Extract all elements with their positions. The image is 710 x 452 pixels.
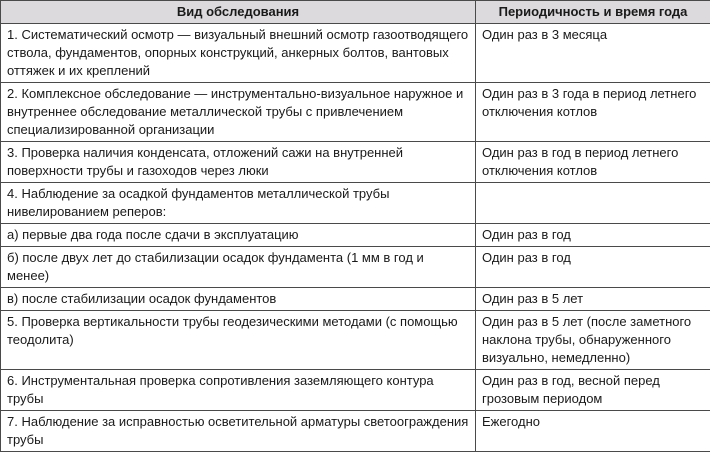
table-row <box>1 24 710 83</box>
table-row <box>1 370 710 411</box>
inspection-type-cell: 4. Наблюдение за осадкой фундаментов металлической трубы нивелированием реперов: <box>1 183 476 224</box>
inspection-type-cell: б) после двух лет до стабилизации осадок фундамента (1 мм в год и менее) <box>1 247 476 288</box>
periodicity-cell <box>476 183 710 224</box>
inspection-type-cell: 6. Инструментальная проверка сопротивления заземляющего контура трубы <box>1 370 476 411</box>
inspection-type-cell: в) после стабилизации осадок фундаментов <box>1 288 476 311</box>
periodicity-cell: Один раз в год <box>476 247 710 288</box>
inspection-type-cell: а) первые два года после сдачи в эксплуатацию <box>1 224 476 247</box>
periodicity-cell: Один раз в 5 лет <box>476 288 710 311</box>
periodicity-cell: Один раз в год <box>476 224 710 247</box>
table-row <box>1 247 710 288</box>
header-inspection-type: Вид обследования <box>1 1 476 24</box>
table-header-row <box>1 1 710 24</box>
table-row <box>1 83 710 142</box>
table-row <box>1 183 710 224</box>
table-row <box>1 311 710 370</box>
table-row <box>1 411 710 452</box>
table-row <box>1 288 710 311</box>
inspection-type-cell: 5. Проверка вертикальности трубы геодезическими методами (с помощью теодолита) <box>1 311 476 370</box>
periodicity-cell: Один раз в 3 месяца <box>476 24 710 83</box>
inspection-type-cell: 1. Систематический осмотр — визуальный внешний осмотр газоотводящего ствола, фундаментов, опорных конструкций, анкерных болтов, вантовых оттяжек и их креплений <box>1 24 476 83</box>
periodicity-cell: Один раз в 3 года в период летнего отключения котлов <box>476 83 710 142</box>
header-periodicity: Периодичность и время года <box>476 1 710 24</box>
periodicity-cell: Один раз в год в период летнего отключения котлов <box>476 142 710 183</box>
periodicity-cell: Один раз в год, весной перед грозовым периодом <box>476 370 710 411</box>
inspection-type-cell: 3. Проверка наличия конденсата, отложений сажи на внутренней поверхности трубы и газоходов через люки <box>1 142 476 183</box>
inspection-type-cell: 2. Комплексное обследование — инструментально-визуальное наружное и внутреннее обследование металлической трубы с привлечением специализированной организации <box>1 83 476 142</box>
inspection-type-cell: 7. Наблюдение за исправностью осветительной арматуры светоограждения трубы <box>1 411 476 452</box>
table-row <box>1 224 710 247</box>
periodicity-cell: Один раз в 5 лет (после заметного наклона трубы, обнаруженного визуально, немедленно) <box>476 311 710 370</box>
periodicity-cell: Ежегодно <box>476 411 710 452</box>
table-row <box>1 142 710 183</box>
